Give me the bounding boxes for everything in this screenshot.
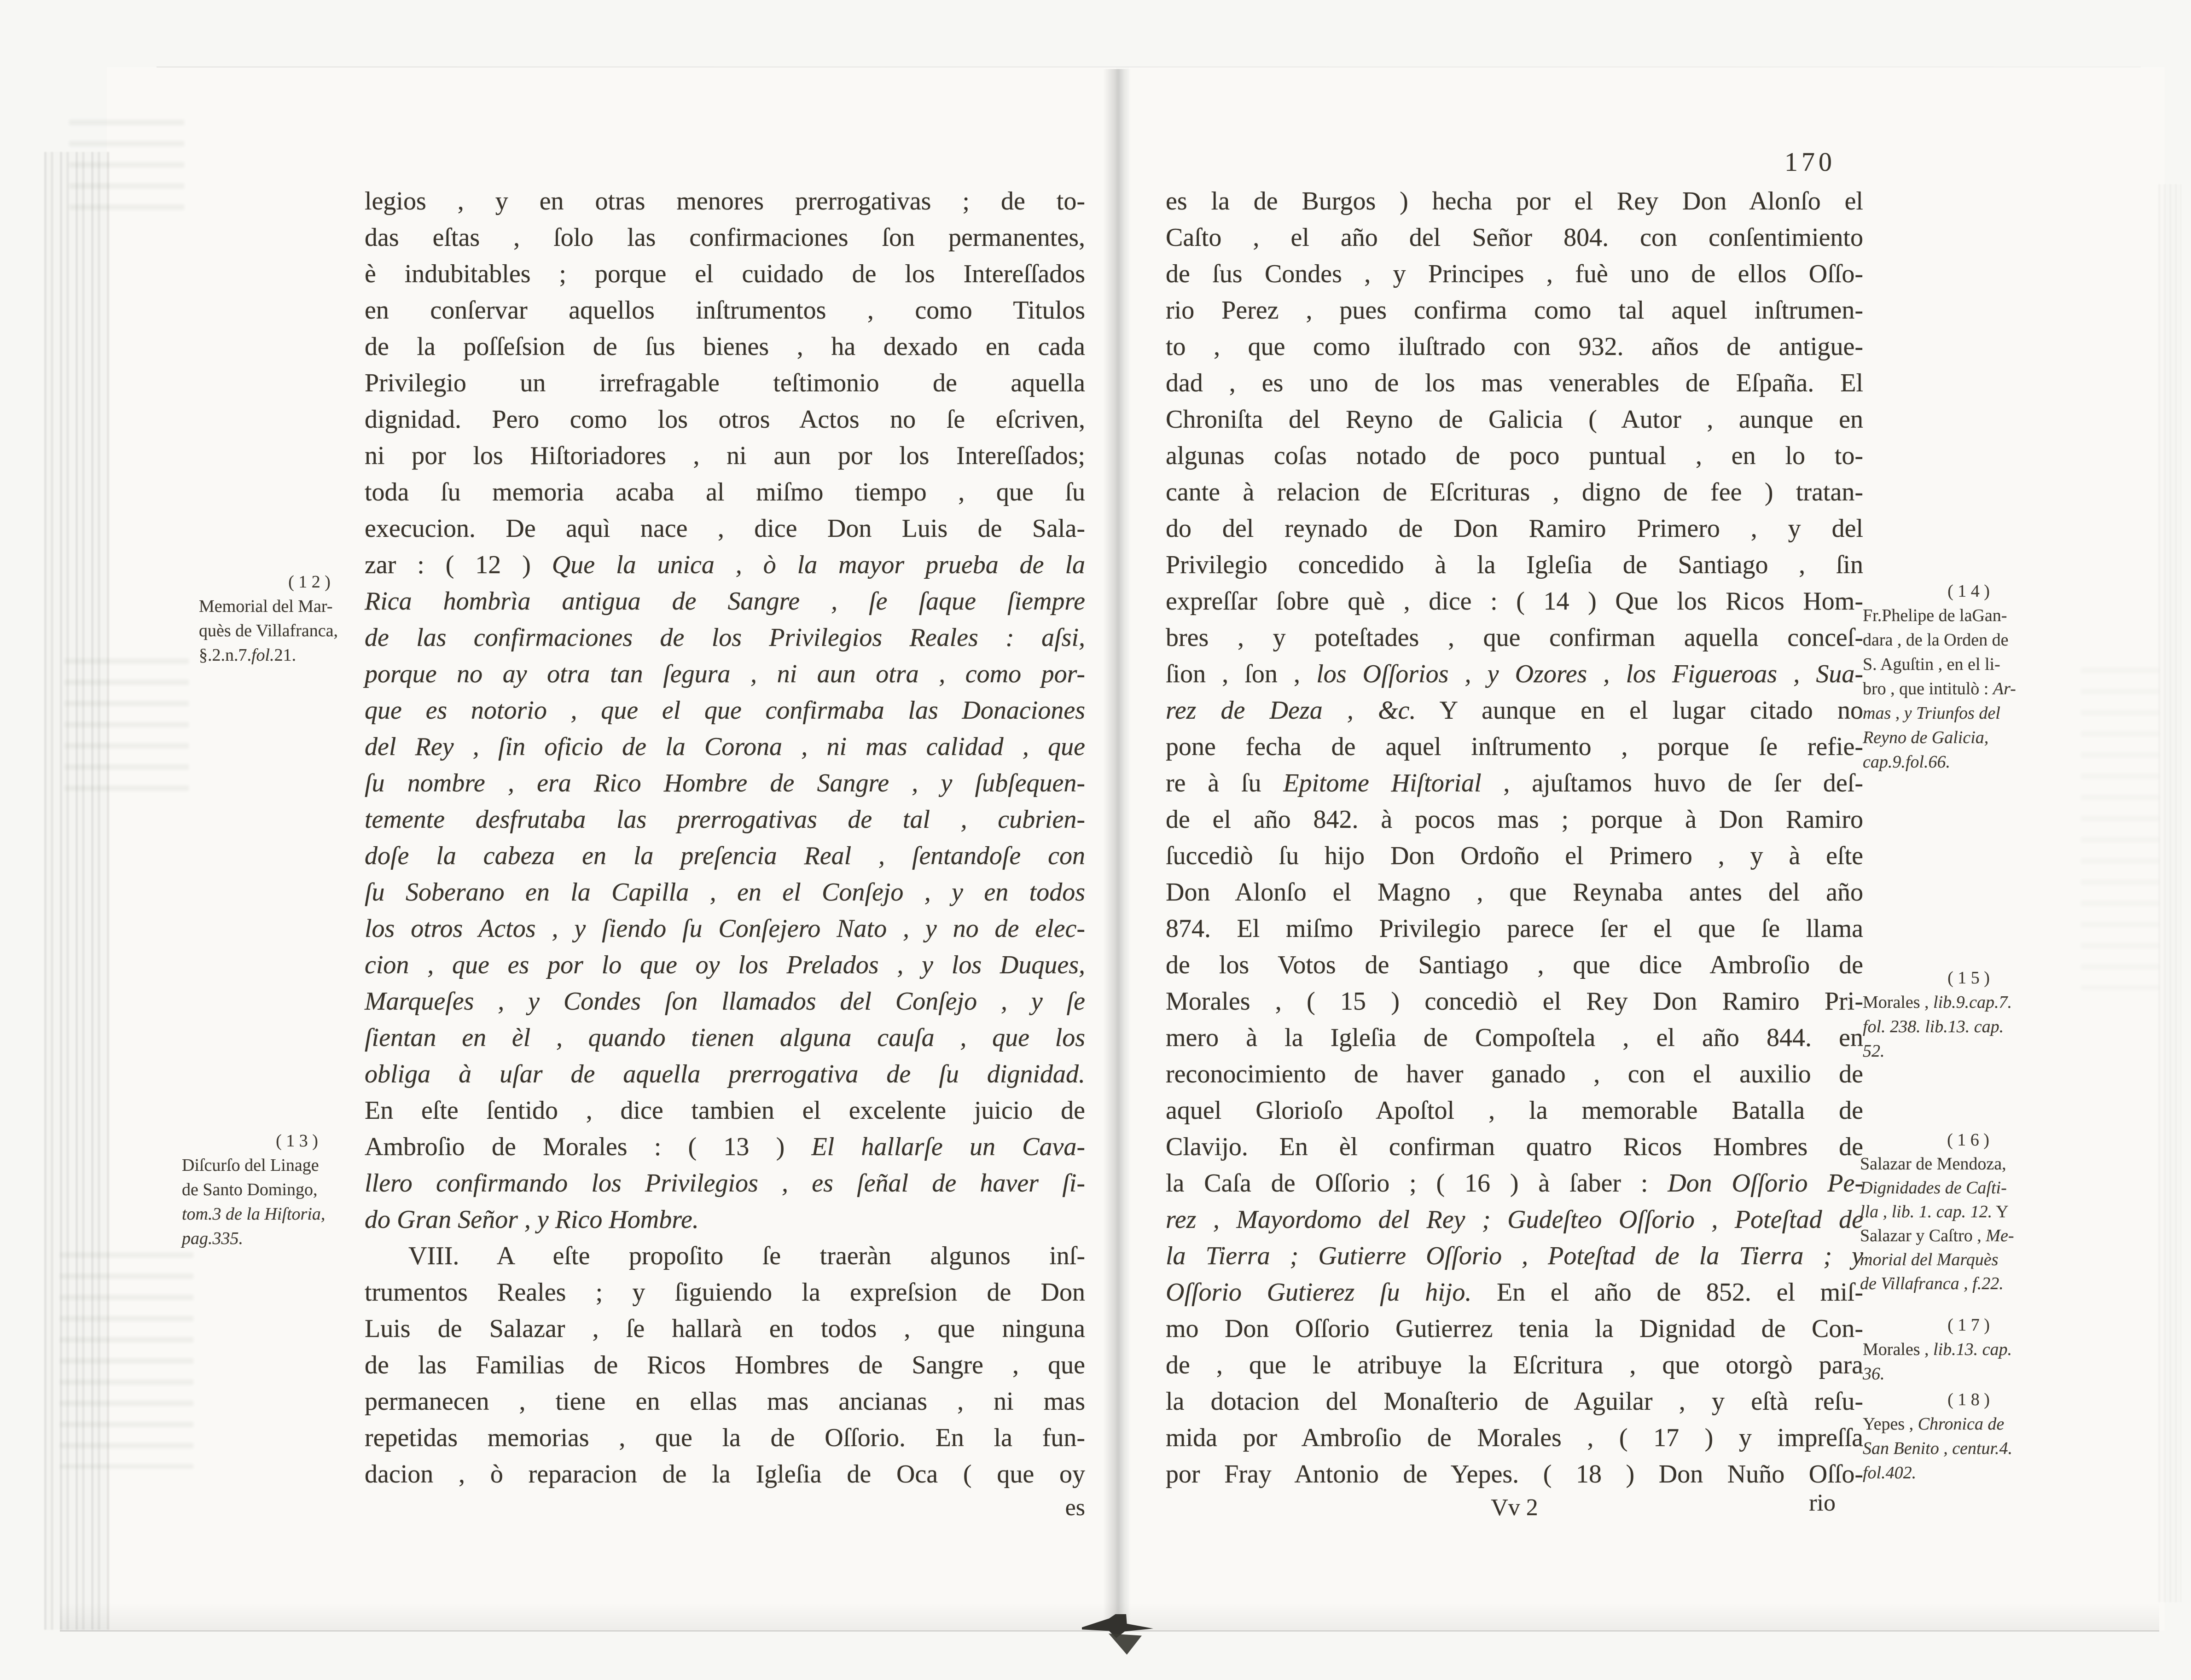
text-line: §.2.n.7.fol.21.	[199, 645, 296, 665]
text-line: reconocimiento de haver ganado , con el auxilio de	[1166, 1060, 1863, 1088]
margin-note-number: ( 1 3 )	[276, 1131, 318, 1151]
text-line: aquel Glorioſo Apoſtol , la memorable Batalla de	[1166, 1096, 1863, 1125]
text-line: cante à relacion de Eſcrituras , digno de fee ) tratan-	[1166, 478, 1863, 506]
text-line: zar : ( 12 ) Que la unica , ò la mayor prueba de la	[365, 551, 1086, 579]
text-line: en conſervar aquellos inſtrumentos , como Titulos	[365, 296, 1085, 325]
text-line: Ambroſio de Morales : ( 13 ) El hallarſe un Cava-	[365, 1133, 1086, 1161]
text-line: por Fray Antonio de Yepes. ( 18 ) Don Nuño Oſſo-	[1166, 1460, 1863, 1488]
text-line: fol. 238. lib.13. cap.	[1863, 1017, 2004, 1036]
text-line: mo Don Oſſorio Gutierrez tenia la Dignidad de Con-	[1166, 1314, 1863, 1343]
text-line: ſu nombre , era Rico Hombre de Sangre , y ſubſequen-	[365, 769, 1085, 797]
text-line: Don Alonſo el Magno , que Reynaba antes del año	[1166, 878, 1863, 907]
text-line: Reyno de Galicia,	[1863, 728, 1989, 747]
text-line: das eſtas , ſolo las confirmaciones ſon permanentes,	[365, 223, 1085, 252]
text-line: expreſſar ſobre què , dice : ( 14 ) Que los Ricos Hom-	[1166, 587, 1863, 616]
text-line: que es notorio , que el que confirmaba las Donaciones	[365, 696, 1085, 725]
margin-note-number: ( 1 8 )	[1947, 1390, 1990, 1409]
text-line: ſu Soberano en la Capilla , en el Conſejo , y en todos	[365, 878, 1085, 907]
text-line: do del reynado de Don Ramiro Primero , y del	[1166, 514, 1863, 543]
text-line: Memorial del Mar-	[199, 597, 333, 616]
text-line: mero à la Igleſia de Compoſtela , el año 844. en	[1166, 1023, 1863, 1052]
text-line: Marqueſes , y Condes ſon llamados del Conſejo , y ſe	[365, 987, 1085, 1016]
text-line: obliga à uſar de aquella prerrogativa de ſu dignidad.	[365, 1060, 1085, 1088]
signature-mark: Vv 2	[1491, 1494, 1538, 1521]
bleedthrough-ghost	[64, 658, 189, 796]
signature-line	[1166, 1490, 1863, 1531]
text-line: de la poſſeſsion de ſus bienes , ha dexado en cada	[365, 332, 1085, 361]
text-line: Morales , lib.9.cap.7.	[1863, 993, 2012, 1012]
text-line: ſuccediò ſu hijo Don Ordoño el Primero , y à eſte	[1166, 842, 1863, 870]
text-line: temente desfrutaba las prerrogativas de tal , cubrien-	[365, 805, 1085, 834]
text-line: Fr.Phelipe de laGan-	[1863, 606, 2007, 625]
text-line: dara , de la Orden de	[1863, 630, 2009, 650]
bleedthrough-ghost	[2081, 668, 2159, 990]
margin-note-18	[1863, 1388, 2075, 1485]
text-line: dacion , ò reparacion de la Igleſia de Oca ( que oy	[365, 1460, 1085, 1488]
text-line: Yepes , Chronica de	[1863, 1414, 2005, 1434]
text-line: porque no ay otra tan ſegura , ni aun otra , como por-	[365, 660, 1085, 688]
text-line: 52.	[1863, 1041, 1885, 1061]
text-line: toda ſu memoria acaba al miſmo tiempo , que ſu	[365, 478, 1085, 506]
text-line: San Benito , centur.4.	[1863, 1439, 2013, 1458]
text-line: doſe la cabeza en la preſencia Real , ſentandoſe con	[365, 842, 1085, 870]
text-line: Oſſorio Gutierez ſu hijo. En el año de 852. el miſ-	[1166, 1278, 1863, 1307]
catchword: es	[1065, 1494, 1085, 1521]
page-edge-right	[2158, 184, 2181, 1602]
margin-note-text	[1860, 1152, 2076, 1296]
text-line: legios , y en otras menores prerrogativas ; de to-	[365, 187, 1085, 215]
text-line: Rica hombrìa antigua de Sangre , ſe ſaque ſiempre	[365, 587, 1085, 616]
text-line: bro , que intitulò : Ar-	[1863, 679, 2016, 698]
margin-note-text	[1863, 1412, 2075, 1485]
text-line: Luis de Salazar , ſe hallarà en todos , que ninguna	[365, 1314, 1085, 1343]
margin-note-number: ( 1 4 )	[1947, 581, 1990, 601]
text-line: 874. El miſmo Privilegio parece ſer el que ſe llama	[1166, 914, 1863, 943]
margin-note-text	[1863, 604, 2075, 774]
text-line: En eſte ſentido , dice tambien el excelente juicio de	[365, 1096, 1085, 1125]
text-line: do Gran Señor , y Rico Hombre.	[365, 1205, 699, 1234]
text-line: Chroniſta del Reyno de Galicia ( Autor , aunque en	[1166, 405, 1863, 434]
margin-note-text	[1863, 990, 2075, 1064]
margin-note-number: ( 1 6 )	[1947, 1130, 1989, 1150]
text-line: Caſto , el año del Señor 804. con conſentimiento	[1166, 223, 1863, 252]
text-line: Morales , lib.13. cap.	[1863, 1340, 2012, 1359]
text-line: quès de Villafranca,	[199, 621, 338, 640]
text-line: es la de Burgos ) hecha por el Rey Don Alonſo el	[1166, 187, 1863, 215]
margin-note-14	[1863, 579, 2075, 774]
text-line: VIII. A eſte propoſito ſe traeràn algunos inſ-	[408, 1242, 1085, 1270]
margin-note-number: ( 1 5 )	[1947, 968, 1990, 988]
bleedthrough-ghost	[60, 1252, 193, 1469]
bleedthrough-ghost	[69, 120, 184, 226]
text-line: ni por los Hiſtoriadores , ni aun por los Intereſſados;	[365, 442, 1085, 470]
text-line: Diſcurſo del Linage	[182, 1156, 319, 1175]
text-line: dad , es uno de los mas venerables de Eſpaña. El	[1166, 369, 1863, 397]
margin-note-17	[1863, 1313, 2075, 1386]
text-line: Privilegio un irrefragable teſtimonio de aquella	[365, 369, 1085, 397]
text-line: re à ſu Epitome Hiſtorial , ajuſtamos huvo de ſer deſ-	[1166, 769, 1863, 797]
binding-knot-tail	[1109, 1633, 1142, 1655]
text-line: rez de Deza , &c. Y aunque en el lugar citado no	[1166, 696, 1863, 725]
page-number: 170	[1784, 147, 1836, 177]
text-line: bres , y poteſtades , que confirman aquella conceſ-	[1166, 623, 1863, 652]
margin-note-16	[1860, 1128, 2076, 1296]
text-line: algunas coſas notado de poco puntual , en lo to-	[1166, 442, 1863, 470]
text-line: de las confirmaciones de los Privilegios Reales : aſsi,	[365, 623, 1085, 652]
page-edge-top	[157, 66, 2141, 68]
text-line: repetidas memorias , que la de Oſſorio. En la fun-	[365, 1424, 1085, 1452]
text-line: rio Perez , pues confirma como tal aquel inſtrumen-	[1166, 296, 1863, 325]
left-page-text-column	[365, 183, 1085, 1493]
text-line: morial del Marquès	[1860, 1250, 1999, 1269]
text-line: mas , y Triunfos del	[1863, 703, 2000, 723]
text-line: del Rey , ſin oficio de la Corona , ni mas calidad , que	[365, 732, 1085, 761]
text-line: trumentos Reales ; y ſiguiendo la expreſsion de Don	[365, 1278, 1085, 1307]
text-line: lla , lib. 1. cap. 12. Y	[1860, 1202, 2009, 1221]
text-line: de Santo Domingo,	[182, 1180, 318, 1199]
catchword: rio	[1809, 1490, 1836, 1516]
margin-note-number: ( 1 2 )	[288, 572, 331, 592]
text-line: llero confirmando los Privilegios , es ſeñal de haver ſi-	[365, 1169, 1085, 1198]
text-line: permanecen , tiene en ellas mas ancianas , ni mas	[365, 1387, 1085, 1416]
margin-note-number: ( 1 7 )	[1947, 1315, 1990, 1335]
text-line: Dignidades de Caſti-	[1860, 1178, 2007, 1198]
text-line: Salazar de Mendoza,	[1860, 1154, 2006, 1174]
text-line: de ſus Condes , y Principes , fuè uno de ellos Oſſo-	[1166, 260, 1863, 288]
text-line: Morales , ( 15 ) concediò el Rey Don Ramiro Pri-	[1166, 987, 1863, 1016]
text-line: los otros Actos , y ſiendo ſu Conſejero Nato , y no de elec-	[365, 914, 1085, 943]
text-line: Salazar y Caſtro , Me-	[1860, 1226, 2014, 1245]
text-line: pone fecha de aquel inſtrumento , porque ſe refie-	[1166, 732, 1863, 761]
book-gutter-shadow	[1103, 69, 1131, 1625]
text-line: execucion. De aquì nace , dice Don Luis de Sala-	[365, 514, 1085, 543]
text-line: ſientan en èl , quando tienen alguna cauſa , que los	[365, 1023, 1085, 1052]
text-line: de Villafranca , f.22.	[1860, 1274, 2004, 1293]
text-line: mida por Ambroſio de Morales , ( 17 ) y impreſſa	[1166, 1424, 1863, 1452]
text-line: de , que le atribuye la Eſcritura , que otorgò para	[1166, 1351, 1863, 1379]
text-line: Clavijo. En èl confirman quatro Ricos Hombres de	[1166, 1133, 1863, 1161]
text-line: dignidad. Pero como los otros Actos no ſe eſcriven,	[365, 405, 1085, 434]
right-page-text-column	[1166, 183, 1863, 1493]
text-line: la dotacion del Monaſterio de Aguilar , y eſtà reſu-	[1166, 1387, 1863, 1416]
text-line: la Tierra ; Gutierre Oſſorio , Poteſtad de la Tierra ; y	[1166, 1242, 1863, 1270]
text-line: tom.3 de la Hiſtoria,	[182, 1204, 325, 1224]
margin-note-text	[1863, 1337, 2075, 1386]
text-line: de el año 842. à pocos mas ; porque à Don Ramiro	[1166, 805, 1863, 834]
text-line: la Caſa de Oſſorio ; ( 16 ) à ſaber : Don Oſſorio Pe-	[1166, 1169, 1864, 1198]
text-line: S. Aguſtin , en el li-	[1863, 655, 2000, 674]
text-line: pag.335.	[182, 1229, 243, 1248]
text-line: Privilegio concedido à la Igleſia de Santiago , ſin	[1166, 551, 1863, 579]
text-line: cion , que es por lo que oy los Prelados , y los Duques,	[365, 951, 1085, 979]
text-line: cap.9.fol.66.	[1863, 752, 1950, 772]
text-line: de los Votos de Santiago , que dice Ambroſio de	[1166, 951, 1863, 979]
text-line: 36.	[1863, 1364, 1885, 1384]
text-line: fol.402.	[1863, 1463, 1917, 1482]
margin-note-15	[1863, 966, 2075, 1064]
text-line: de las Familias de Ricos Hombres de Sangre , que	[365, 1351, 1085, 1379]
text-line: rez , Mayordomo del Rey ; Gudeſteo Oſſorio , Poteſtad de	[1166, 1205, 1863, 1234]
text-line: to , que como iluſtrado con 932. años de antigue-	[1166, 332, 1863, 361]
text-line: è indubitables ; porque el cuidado de los Intereſſados	[365, 260, 1085, 288]
text-line: ſion , ſon , los Oſſorios , y Ozores , los Figueroas , Sua-	[1166, 660, 1863, 688]
